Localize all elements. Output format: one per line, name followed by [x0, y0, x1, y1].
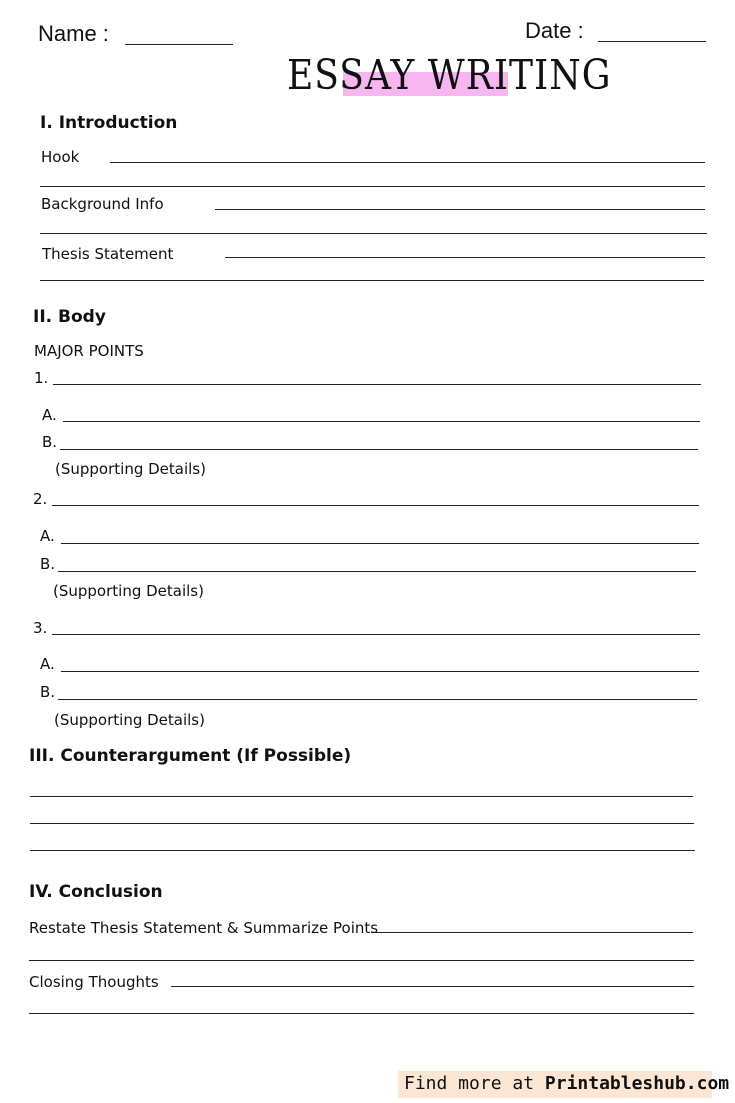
page-title: ESSAY WRITING [287, 52, 612, 100]
point-1-a-line[interactable] [63, 421, 700, 422]
counterargument-heading: III. Counterargument (If Possible) [29, 746, 352, 766]
footer-prefix: Find more at [404, 1073, 535, 1094]
closing-thoughts-line-2[interactable] [29, 1013, 694, 1014]
point-3-a-line[interactable] [61, 671, 699, 672]
introduction-heading: I. Introduction [40, 113, 178, 133]
background-info-line-2[interactable] [40, 233, 707, 234]
restate-label: Restate Thesis Statement & Summarize Points [29, 919, 379, 937]
point-2-a-line[interactable] [61, 543, 699, 544]
name-field-line[interactable] [125, 44, 233, 45]
conclusion-heading: IV. Conclusion [29, 882, 163, 902]
point-1-number: 1. [34, 369, 49, 387]
point-3-b-line[interactable] [58, 699, 697, 700]
thesis-statement-line-2[interactable] [40, 280, 704, 281]
point-2-supporting-label: (Supporting Details) [53, 582, 204, 600]
date-label: Date : [525, 18, 584, 43]
restate-line-2[interactable] [29, 960, 694, 961]
point-3-b-label: B. [40, 683, 56, 701]
point-2-a-label: A. [40, 527, 55, 545]
point-1-line[interactable] [53, 384, 701, 385]
point-2-line[interactable] [52, 505, 699, 506]
footer-site-link[interactable]: Printableshub.com [544, 1073, 730, 1094]
name-label: Name : [38, 21, 109, 46]
point-3-a-label: A. [40, 655, 55, 673]
counterargument-line-1[interactable] [30, 796, 693, 797]
background-info-line[interactable] [215, 209, 705, 210]
point-1-a-label: A. [42, 406, 57, 424]
background-info-label: Background Info [41, 195, 164, 213]
closing-thoughts-label: Closing Thoughts [29, 973, 159, 991]
counterargument-line-2[interactable] [30, 823, 694, 824]
restate-line[interactable] [371, 932, 693, 933]
point-2-b-line[interactable] [58, 571, 696, 572]
point-1-b-line[interactable] [60, 449, 698, 450]
counterargument-line-3[interactable] [30, 850, 695, 851]
closing-thoughts-line[interactable] [171, 986, 694, 987]
hook-line[interactable] [110, 162, 705, 163]
hook-line-2[interactable] [40, 186, 705, 187]
body-heading: II. Body [33, 307, 106, 327]
point-2-number: 2. [33, 490, 48, 508]
point-3-line[interactable] [52, 634, 700, 635]
point-1-b-label: B. [42, 433, 58, 451]
point-2-b-label: B. [40, 555, 56, 573]
date-field-line[interactable] [598, 41, 706, 42]
footer-text[interactable] [404, 1073, 729, 1094]
thesis-statement-line[interactable] [225, 257, 705, 258]
point-1-supporting-label: (Supporting Details) [55, 460, 206, 478]
thesis-statement-label: Thesis Statement [42, 245, 174, 263]
major-points-label: MAJOR POINTS [34, 342, 144, 360]
point-3-number: 3. [33, 619, 48, 637]
point-3-supporting-label: (Supporting Details) [54, 711, 205, 729]
hook-label: Hook [41, 148, 80, 166]
